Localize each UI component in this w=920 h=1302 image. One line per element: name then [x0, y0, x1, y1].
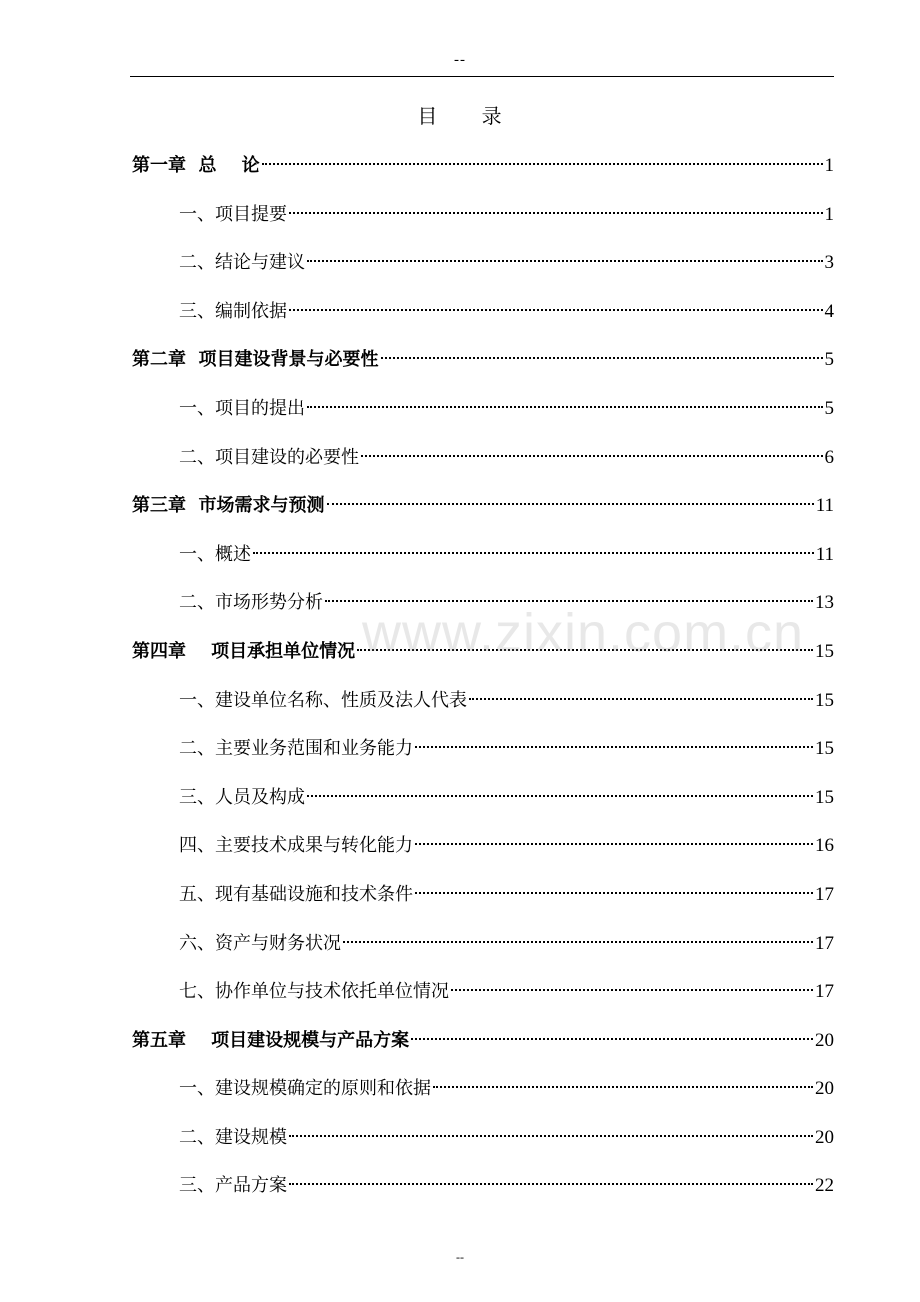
toc-chapter-entry[interactable] [132, 482, 834, 531]
toc-page-number: 11 [815, 543, 834, 565]
toc-dot-leader [381, 357, 823, 359]
toc-entry-label: 二、结论与建议 [179, 252, 305, 274]
toc-page-number: 1 [824, 203, 834, 225]
toc-entry-label: 三、编制依据 [179, 300, 287, 322]
footer-mark: -- [456, 1250, 464, 1264]
toc-page-number: 4 [824, 300, 834, 322]
toc-entry-label: 一、建设规模确定的原则和依据 [179, 1078, 431, 1100]
toc-chapter-entry[interactable] [132, 142, 834, 191]
toc-entry-label: 第一章 总 论 [132, 155, 260, 176]
toc-section-entry[interactable] [132, 191, 834, 240]
toc-section-entry[interactable] [132, 239, 834, 288]
toc-section-entry[interactable] [132, 774, 834, 823]
toc-entry-label: 二、市场形势分析 [179, 592, 323, 614]
toc-page-number: 15 [815, 738, 834, 760]
toc-section-entry[interactable] [132, 822, 834, 871]
toc-page-number: 22 [815, 1175, 834, 1197]
toc-title: 目 录 [417, 104, 503, 128]
toc-dot-leader [415, 746, 813, 748]
header-mark: -- [454, 52, 466, 68]
toc-page-number: 15 [815, 640, 834, 662]
toc-section-entry[interactable] [132, 871, 834, 920]
toc-chapter-entry[interactable] [132, 628, 834, 677]
toc-page-number: 20 [815, 1126, 834, 1148]
toc-section-entry[interactable] [132, 1065, 834, 1114]
toc-entry-label: 一、项目的提出 [179, 397, 305, 419]
toc-page-number: 3 [824, 252, 834, 274]
toc-dot-leader [327, 503, 814, 505]
toc-entry-label: 三、产品方案 [179, 1175, 287, 1197]
toc-page-number: 17 [815, 981, 834, 1003]
toc-entry-label: 五、现有基础设施和技术条件 [179, 883, 413, 905]
toc-entry-label: 二、项目建设的必要性 [179, 446, 359, 468]
watermark: www.zixin.com.cn [362, 603, 805, 663]
toc-page-number: 17 [815, 883, 834, 905]
toc-dot-leader [307, 260, 823, 262]
toc-entry-label: 一、建设单位名称、性质及法人代表 [179, 689, 467, 711]
toc-entry-label: 一、概述 [179, 543, 251, 565]
toc-page-number: 6 [824, 446, 834, 468]
toc-dot-leader [433, 1086, 813, 1088]
toc-dot-leader [451, 989, 813, 991]
toc-section-entry[interactable] [132, 725, 834, 774]
toc-entry-label: 七、协作单位与技术依托单位情况 [179, 981, 449, 1003]
toc-entry-label: 第五章 项目建设规模与产品方案 [132, 1029, 410, 1051]
toc-page-number: 20 [815, 1029, 834, 1051]
toc-dot-leader [307, 795, 813, 797]
toc-chapter-entry[interactable] [132, 1017, 834, 1066]
toc-dot-leader [415, 892, 813, 894]
toc-page-number: 1 [824, 155, 834, 176]
toc-entry-label: 第二章 项目建设背景与必要性 [132, 349, 379, 371]
toc-dot-leader [411, 1038, 813, 1040]
toc-dot-leader [361, 455, 823, 457]
toc-page-number: 16 [815, 835, 834, 857]
toc-dot-leader [289, 309, 823, 311]
toc-section-entry[interactable] [132, 385, 834, 434]
toc-section-entry[interactable] [132, 1162, 834, 1211]
toc-dot-leader [325, 600, 813, 602]
toc-page-number: 15 [815, 689, 834, 711]
toc-page-number: 5 [824, 349, 834, 371]
toc-dot-leader [307, 406, 823, 408]
table-of-contents [132, 142, 834, 1211]
toc-dot-leader [289, 212, 823, 214]
toc-dot-leader [343, 941, 813, 943]
toc-chapter-entry[interactable] [132, 336, 834, 385]
toc-section-entry[interactable] [132, 531, 834, 580]
toc-section-entry[interactable] [132, 677, 834, 726]
toc-section-entry[interactable] [132, 434, 834, 483]
toc-section-entry[interactable] [132, 1114, 834, 1163]
toc-dot-leader [262, 163, 823, 165]
toc-page-number: 15 [815, 786, 834, 808]
toc-entry-label: 四、主要技术成果与转化能力 [179, 835, 413, 857]
toc-dot-leader [289, 1135, 813, 1137]
toc-entry-label: 第四章 项目承担单位情况 [132, 640, 356, 662]
toc-section-entry[interactable] [132, 579, 834, 628]
toc-page-number: 20 [815, 1078, 834, 1100]
toc-entry-label: 二、建设规模 [179, 1126, 287, 1148]
toc-page-number: 13 [815, 592, 834, 614]
toc-dot-leader [469, 698, 813, 700]
toc-entry-label: 第三章 市场需求与预测 [132, 495, 325, 517]
toc-section-entry[interactable] [132, 920, 834, 969]
toc-entry-label: 三、人员及构成 [179, 786, 305, 808]
toc-page-number: 17 [815, 932, 834, 954]
header-rule [130, 76, 834, 77]
toc-section-entry[interactable] [132, 288, 834, 337]
toc-dot-leader [357, 649, 813, 651]
toc-dot-leader [253, 552, 814, 554]
toc-page-number: 5 [824, 397, 834, 419]
toc-page-number: 11 [815, 495, 834, 517]
toc-entry-label: 一、项目提要 [179, 203, 287, 225]
toc-section-entry[interactable] [132, 968, 834, 1017]
toc-dot-leader [289, 1183, 813, 1185]
toc-dot-leader [415, 843, 813, 845]
toc-entry-label: 二、主要业务范围和业务能力 [179, 738, 413, 760]
toc-entry-label: 六、资产与财务状况 [179, 932, 341, 954]
